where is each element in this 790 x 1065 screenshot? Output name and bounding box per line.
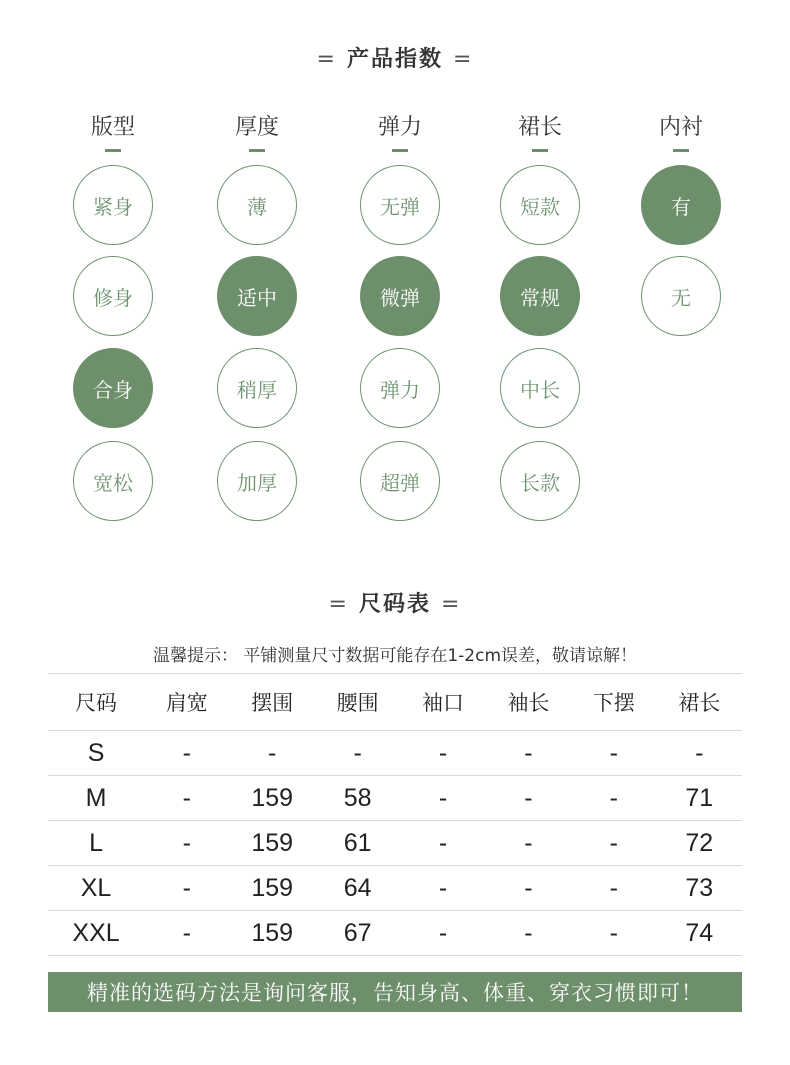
column-header	[626, 110, 736, 152]
size-cell: L	[48, 821, 144, 866]
option-circle: 合身	[73, 348, 153, 428]
option-circle: 长款	[500, 441, 580, 521]
size-chart-title-text: 尺码表	[358, 592, 431, 617]
option-circle: 短款	[500, 165, 580, 245]
size-cell: -	[400, 866, 485, 911]
option-circle: 中长	[500, 348, 580, 428]
option-circle: 无弹	[360, 165, 440, 245]
size-cell: XL	[48, 866, 144, 911]
column-header-label: 内衬	[658, 115, 703, 140]
size-cell: -	[486, 821, 571, 866]
size-cell: 67	[315, 911, 400, 956]
size-cell: -	[230, 731, 315, 776]
size-cell: -	[400, 821, 485, 866]
size-header-cell: 下摆	[571, 674, 656, 731]
option-circle: 适中	[217, 256, 297, 336]
header-underline	[532, 149, 548, 152]
size-cell: 159	[230, 866, 315, 911]
size-header-cell: 袖口	[400, 674, 485, 731]
size-cell: 159	[230, 776, 315, 821]
product-index-title	[0, 42, 790, 73]
title-eq-right: =	[453, 47, 474, 72]
table-row	[48, 776, 742, 821]
table-row	[48, 731, 742, 776]
size-header-cell: 尺码	[48, 674, 144, 731]
size-cell: S	[48, 731, 144, 776]
size-cell: -	[657, 731, 742, 776]
size-header-cell: 摆围	[230, 674, 315, 731]
option-circle: 常规	[500, 256, 580, 336]
size-table-body	[48, 731, 742, 956]
option-circle: 紧身	[73, 165, 153, 245]
size-cell: -	[486, 866, 571, 911]
size-cell: -	[400, 731, 485, 776]
size-cell: -	[144, 821, 229, 866]
option-circle: 超弹	[360, 441, 440, 521]
size-table	[48, 673, 742, 956]
size-cell: -	[486, 731, 571, 776]
size-cell: -	[144, 731, 229, 776]
option-circle: 薄	[217, 165, 297, 245]
header-underline	[249, 149, 265, 152]
size-cell: -	[144, 776, 229, 821]
size-title-eq-left: =	[328, 592, 349, 617]
size-cell: -	[571, 866, 656, 911]
column-header	[202, 110, 312, 152]
option-circle: 有	[641, 165, 721, 245]
size-cell: 72	[657, 821, 742, 866]
size-cell: 159	[230, 821, 315, 866]
size-cell: 74	[657, 911, 742, 956]
option-circle: 微弹	[360, 256, 440, 336]
size-cell: 64	[315, 866, 400, 911]
size-title-eq-right: =	[441, 592, 462, 617]
footer-banner: 精准的选码方法是询问客服，告知身高、体重、穿衣习惯即可！	[48, 972, 742, 1012]
size-cell: -	[571, 911, 656, 956]
product-index-title-text: 产品指数	[346, 47, 443, 72]
size-cell: -	[144, 911, 229, 956]
table-row	[48, 821, 742, 866]
size-cell: -	[315, 731, 400, 776]
column-header-label: 版型	[90, 115, 135, 140]
size-header-cell: 肩宽	[144, 674, 229, 731]
size-cell: -	[571, 821, 656, 866]
option-circle: 修身	[73, 256, 153, 336]
option-circle: 弹力	[360, 348, 440, 428]
column-header	[485, 110, 595, 152]
table-row	[48, 911, 742, 956]
size-header-cell: 裙长	[657, 674, 742, 731]
size-cell: -	[400, 776, 485, 821]
column-header-label: 厚度	[234, 115, 279, 140]
size-cell: XXL	[48, 911, 144, 956]
size-cell: 61	[315, 821, 400, 866]
size-header-cell: 腰围	[315, 674, 400, 731]
size-cell: -	[486, 776, 571, 821]
option-circle: 加厚	[217, 441, 297, 521]
option-circle: 无	[641, 256, 721, 336]
option-circle: 稍厚	[217, 348, 297, 428]
measurement-note: 温馨提示： 平铺测量尺寸数据可能存在1-2cm误差，敬请谅解！	[152, 646, 638, 666]
table-row	[48, 866, 742, 911]
size-cell: -	[400, 911, 485, 956]
column-header-label: 裙长	[517, 115, 562, 140]
column-header	[345, 110, 455, 152]
size-table-header	[48, 674, 742, 731]
header-underline	[673, 149, 689, 152]
column-header-label: 弹力	[377, 115, 422, 140]
size-cell: -	[144, 866, 229, 911]
size-cell: M	[48, 776, 144, 821]
header-underline	[392, 149, 408, 152]
size-cell: -	[486, 911, 571, 956]
size-cell: 159	[230, 911, 315, 956]
size-cell: 71	[657, 776, 742, 821]
size-header-cell: 袖长	[486, 674, 571, 731]
size-chart-title	[0, 587, 790, 618]
title-eq-left: =	[316, 47, 337, 72]
size-cell: -	[571, 776, 656, 821]
column-header	[58, 110, 168, 152]
header-underline	[105, 149, 121, 152]
size-cell: -	[571, 731, 656, 776]
option-circle: 宽松	[73, 441, 153, 521]
size-cell: 58	[315, 776, 400, 821]
size-cell: 73	[657, 866, 742, 911]
